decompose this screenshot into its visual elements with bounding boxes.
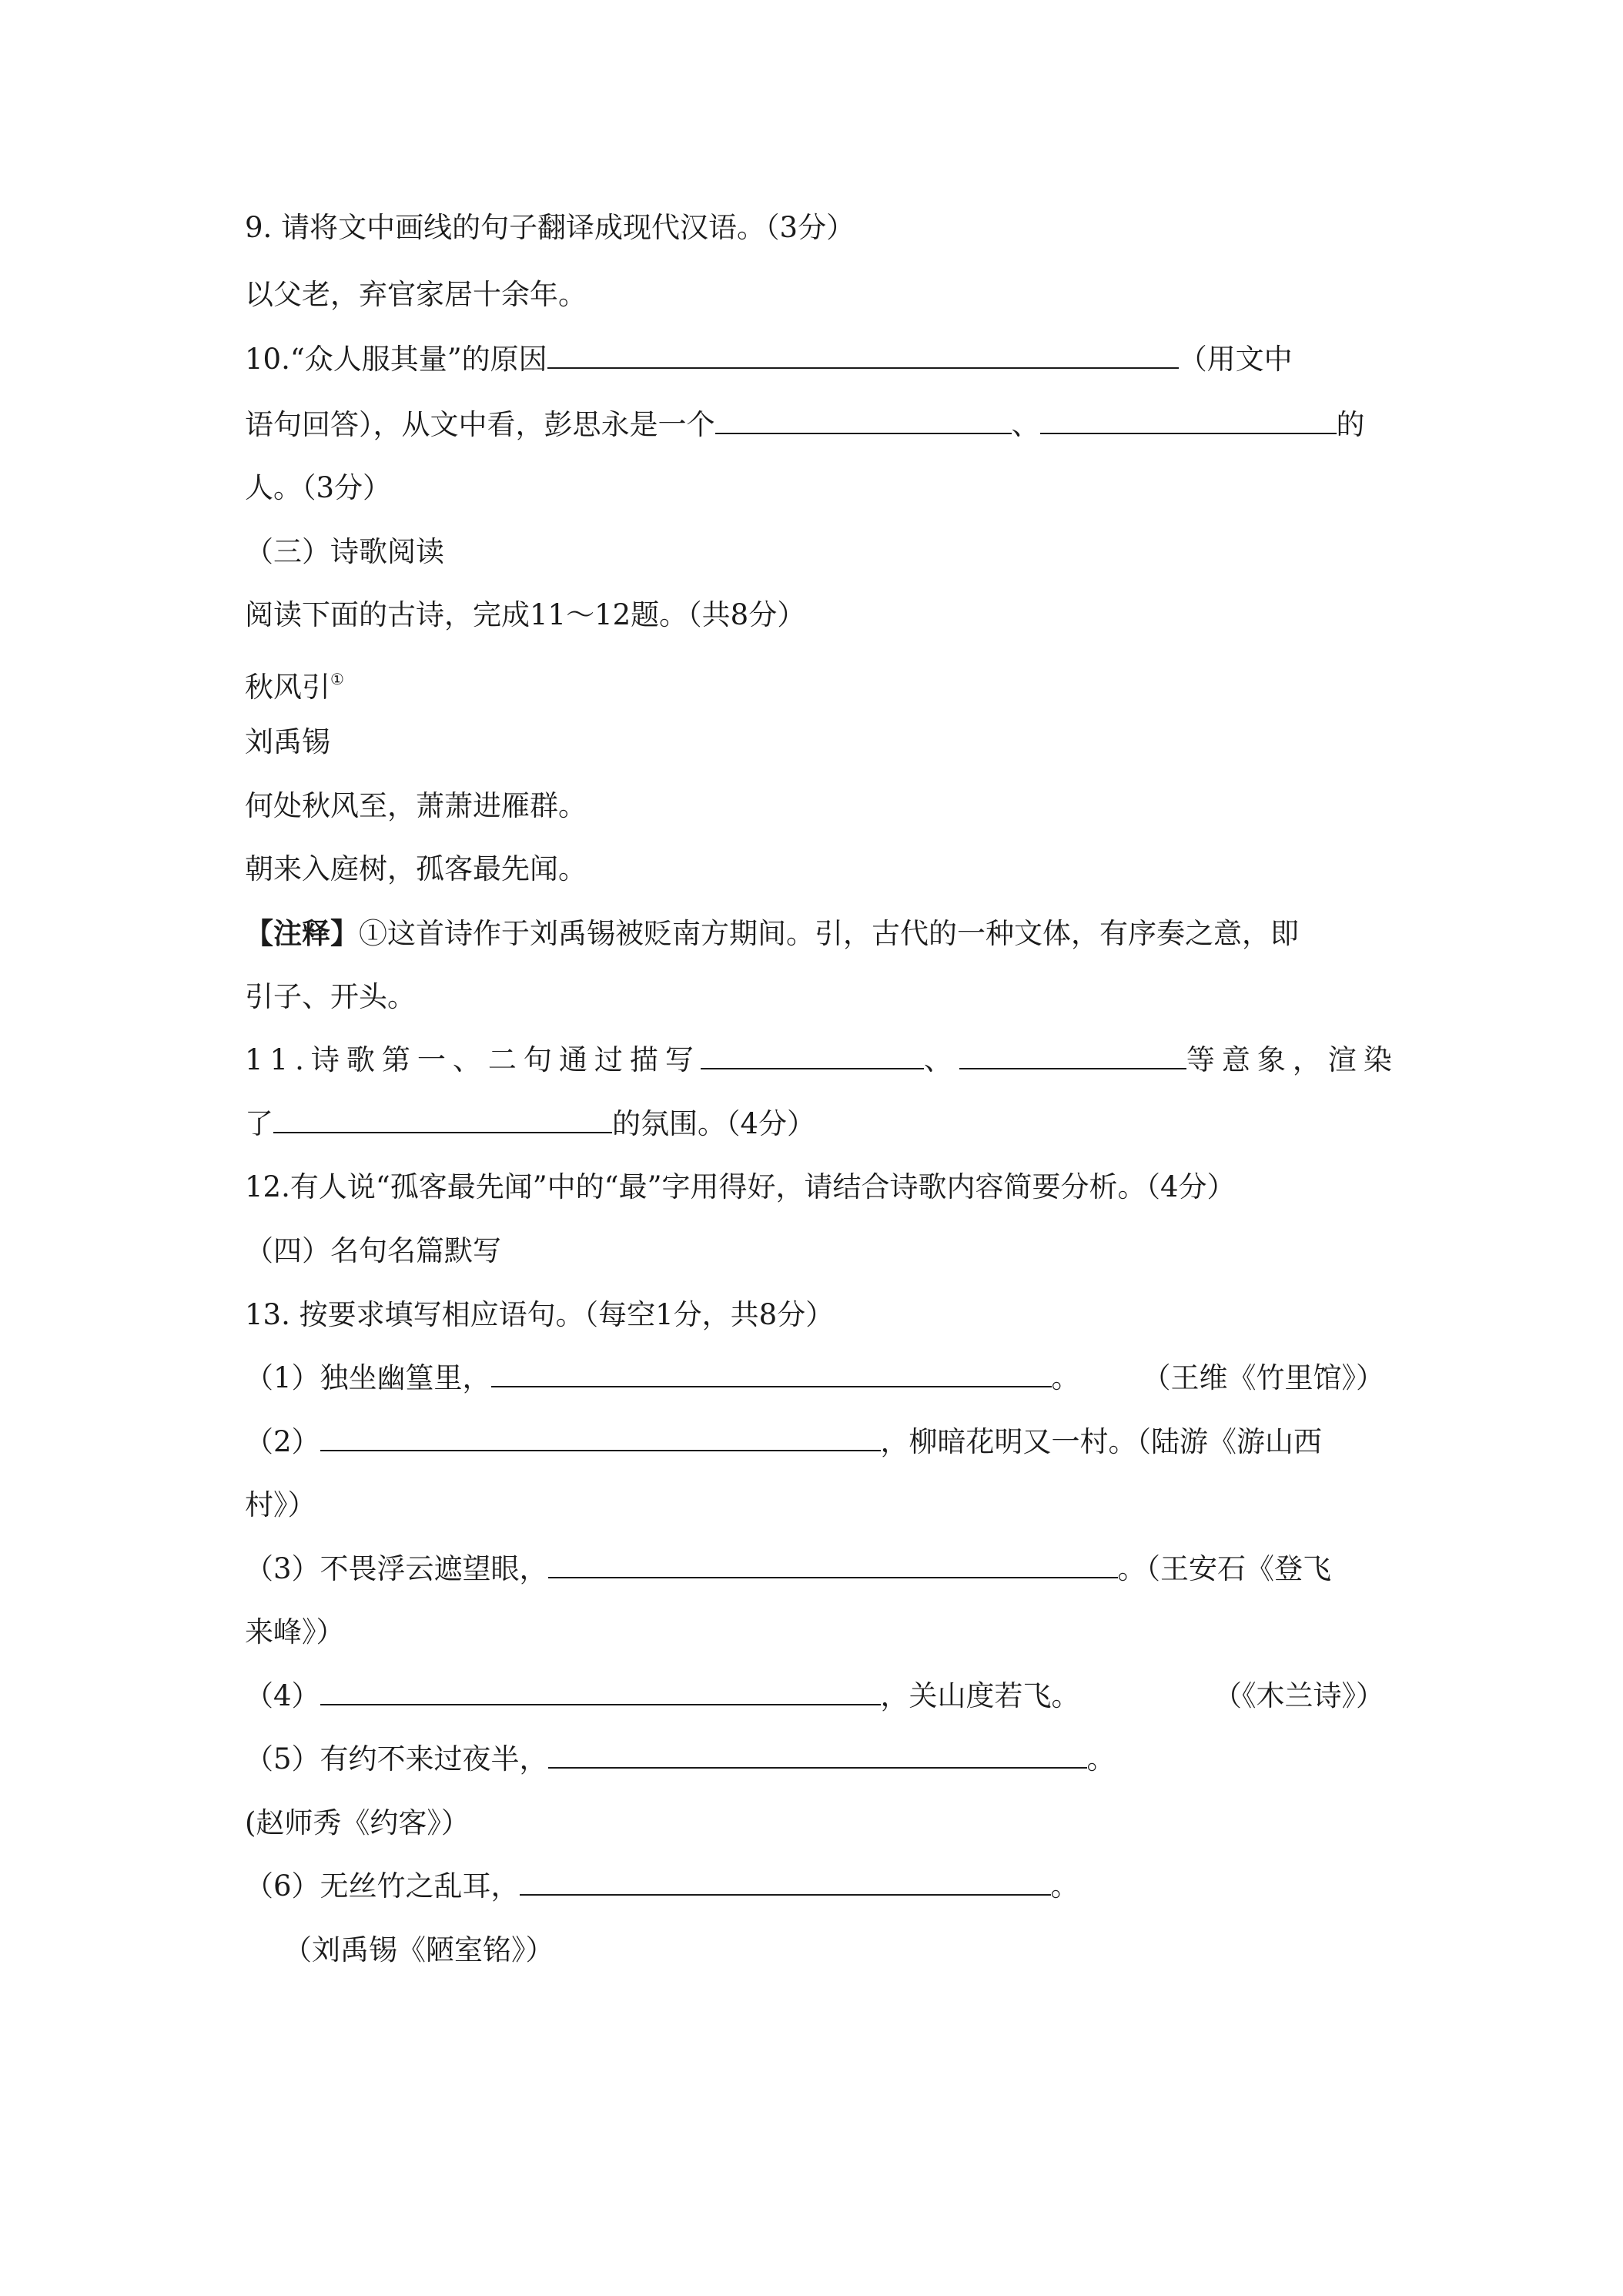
answer-blank[interactable]: [491, 1360, 1052, 1387]
q9-prompt: 9. 请将文中画线的句子翻译成现代汉语。（3分）: [245, 211, 855, 244]
q10-line3: 人。（3分）: [245, 471, 392, 504]
q13-item-6: （6）无丝竹之乱耳， 。: [245, 1869, 1079, 1903]
note-label: 【注释】: [245, 916, 359, 950]
q13-item-2-cont: 村》）: [245, 1488, 316, 1521]
answer-blank[interactable]: [320, 1424, 881, 1451]
poem-title: 秋风引①: [245, 670, 344, 704]
q13-item-1: （1）独坐幽篁里， 。 （王维《竹里馆》）: [245, 1359, 1384, 1397]
q13-item-5-source: (赵师秀《约客》）: [245, 1806, 470, 1839]
poem-line-2: 朝来入庭树，孤客最先闻。: [245, 852, 587, 885]
q13-item-5: （5）有约不来过夜半， 。: [245, 1742, 1116, 1776]
section3-intro: 阅读下面的古诗，完成11～12题。（共8分）: [245, 598, 806, 631]
section4-heading: （四）名句名篇默写: [245, 1234, 501, 1267]
answer-blank[interactable]: [701, 1042, 924, 1069]
answer-blank[interactable]: [1040, 407, 1337, 434]
answer-blank[interactable]: [548, 1741, 1087, 1769]
source-citation: （《木兰诗》）: [1213, 1679, 1384, 1712]
answer-blank[interactable]: [320, 1678, 881, 1705]
answer-blank[interactable]: [715, 407, 1012, 434]
section3-heading: （三）诗歌阅读: [245, 535, 444, 568]
answer-blank[interactable]: [273, 1106, 612, 1133]
q11-line1: 11.诗歌第一、二句通过描写 、 等意象，渲染: [245, 1043, 1399, 1076]
answer-blank[interactable]: [547, 341, 1179, 369]
q13-item-6-source: （刘禹锡《陋室铭》）: [283, 1933, 554, 1966]
footnote-mark: ①: [330, 670, 344, 688]
q13-item-2: （2） ，柳暗花明又一村。（陆游《游山西: [245, 1425, 1323, 1458]
q9-sentence: 以父老，弃官家居十余年。: [245, 278, 587, 311]
q13-item-3-cont: 来峰》）: [245, 1615, 345, 1648]
q13-item-3: （3）不畏浮云遮望眼， 。（王安石《登飞: [245, 1552, 1332, 1585]
answer-blank[interactable]: [959, 1042, 1186, 1069]
source-citation: （王维《竹里馆》）: [1142, 1361, 1384, 1394]
poem-author: 刘禹锡: [245, 725, 330, 758]
answer-blank[interactable]: [520, 1868, 1051, 1896]
note-line-1: 【注释】①这首诗作于刘禹锡被贬南方期间。引，古代的一种文体，有序奏之意，即: [245, 916, 1299, 950]
poem-line-1: 何处秋风至，萧萧进雁群。: [245, 789, 587, 822]
q13-prompt: 13. 按要求填写相应语句。（每空1分，共8分）: [245, 1298, 835, 1331]
q11-line2: 了 的氛围。（4分）: [245, 1107, 816, 1140]
q10-line2: 语句回答），从文中看，彭思永是一个 、 的: [245, 408, 1365, 441]
q12-text: 12.有人说“孤客最先闻”中的“最”字用得好，请结合诗歌内容简要分析。（4分）: [245, 1170, 1236, 1203]
q10-line1: 10.“众人服其量”的原因 （用文中: [245, 343, 1293, 376]
note-line-2: 引子、开头。: [245, 980, 416, 1013]
answer-blank[interactable]: [548, 1551, 1118, 1578]
q13-item-4: （4） ，关山度若飞。 （《木兰诗》）: [245, 1677, 1384, 1715]
